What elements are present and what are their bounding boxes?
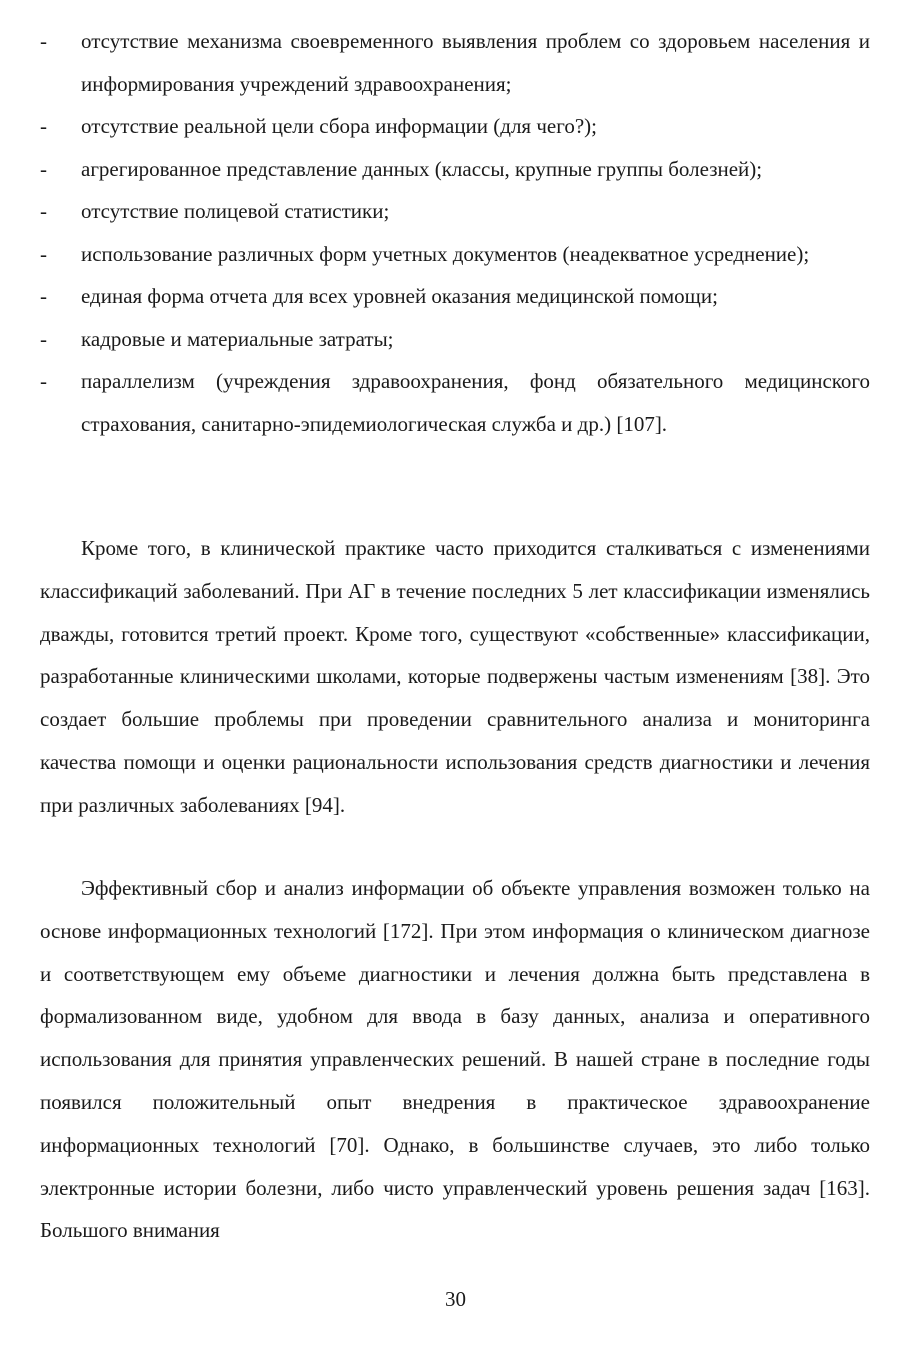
list-item-text: параллелизм (учреждения здравоохранения, фонд обязательного медицинского страхования, санитарно-эпидемиологическая служба и др.) [107]. bbox=[81, 369, 870, 436]
page-number: 30 bbox=[445, 1287, 466, 1311]
list-item bbox=[40, 20, 870, 105]
bullet-marker: - bbox=[40, 199, 47, 223]
list-item-text: единая форма отчета для всех уровней оказания медицинской помощи; bbox=[81, 284, 718, 308]
list-item bbox=[40, 148, 870, 191]
list-item-text: использование различных форм учетных документов (неадекватное усреднение); bbox=[81, 241, 810, 266]
list-item-text: отсутствие полицевой статистики; bbox=[81, 199, 390, 223]
list-item bbox=[40, 275, 870, 318]
list-item bbox=[40, 190, 870, 233]
list-item bbox=[40, 233, 870, 276]
list-item bbox=[40, 360, 870, 445]
bullet-marker: - bbox=[40, 284, 47, 308]
body-paragraph-information-technology: Эффективный сбор и анализ информации об объекте управления возможен только на основе информационных технологий [172]. При этом информация о клиническом диагнозе и соответствующем ему объеме диагностики и лечения должна быть представлена в формализованном виде, удобном для ввода в базу данных, анализа и оперативного использования для принятия управленческих решений. В нашей стране в последние годы появился положительный опыт внедрения в практическое здравоохранение информационных технологий [70]. Однако, в большинстве случаев, это либо только электронные истории болезни, либо чисто управленческий уровень решения задач [163]. Большого внимания bbox=[40, 876, 870, 1243]
bullet-marker: - bbox=[40, 369, 47, 393]
list-item bbox=[40, 105, 870, 148]
problem-list bbox=[40, 20, 870, 445]
bullet-marker: - bbox=[40, 29, 47, 53]
bullet-marker: - bbox=[40, 241, 47, 266]
list-item-text: агрегированное представление данных (классы, крупные группы болезней); bbox=[81, 156, 763, 181]
body-paragraph-classifications: Кроме того, в клинической практике часто приходится сталкиваться с изменениями классификаций заболеваний. При АГ в течение последних 5 лет классификации изменялись дважды, готовится третий проект. Кроме того, существуют «собственные» классификации, разработанные клиническими школами, которые подвержены частым изменениям [38]. Это создает большие проблемы при проведении сравнительного анализа и мониторинга качества помощи и оценки рациональности использования средств диагностики и лечения при различных заболеваниях [94]. bbox=[40, 536, 870, 817]
list-item-text: отсутствие реальной цели сбора информации (для чего?); bbox=[81, 114, 597, 138]
bullet-marker: - bbox=[40, 326, 47, 351]
list-item-text: отсутствие механизма своевременного выявления проблем со здоровьем населения и информирования учреждений здравоохранения; bbox=[81, 29, 870, 96]
bullet-marker: - bbox=[40, 114, 47, 138]
list-item-text: кадровые и материальные затраты; bbox=[81, 326, 394, 351]
bullet-marker: - bbox=[40, 156, 47, 181]
list-item bbox=[40, 318, 870, 361]
